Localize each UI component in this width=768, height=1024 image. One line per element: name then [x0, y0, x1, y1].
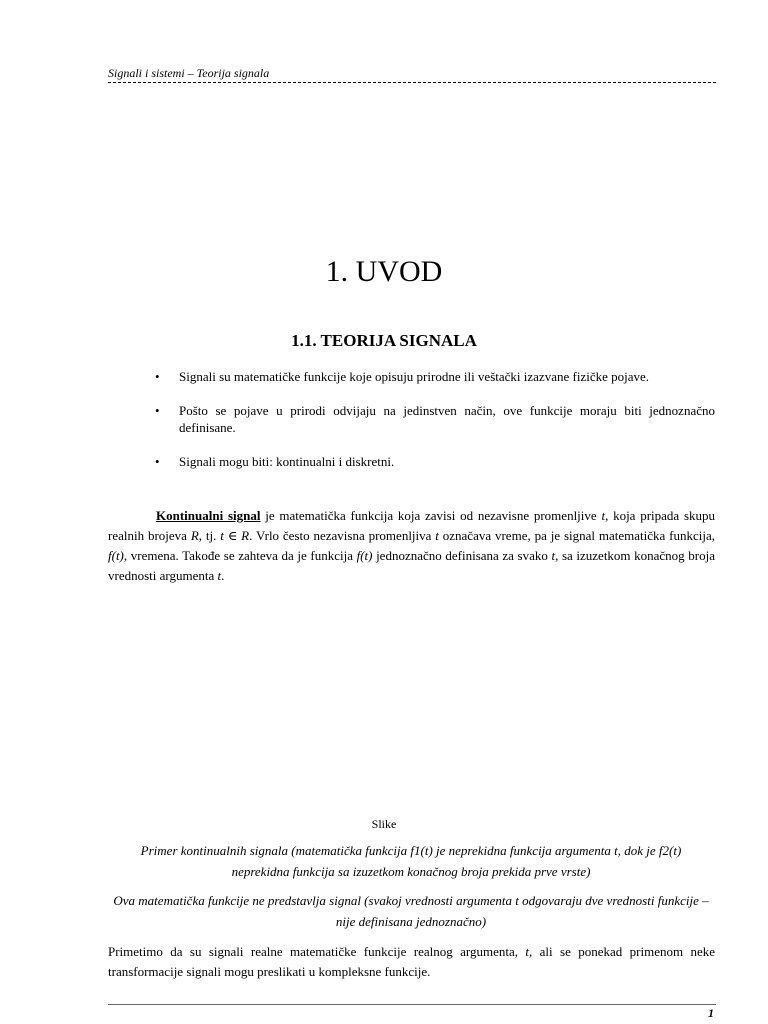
- bullet-text: Signali mogu biti: kontinualni i diskretni.: [179, 454, 395, 469]
- footer-rule: [108, 1004, 716, 1005]
- section-title: 1.1. TEORIJA SIGNALA: [291, 331, 477, 350]
- caption-text: je neprekidna funkcija argumenta: [432, 843, 615, 858]
- math-expression: f(t): [108, 548, 124, 563]
- bullet-icon: •: [155, 369, 160, 384]
- caption-text: Primer kontinualnih signala (matematička funkcija: [140, 843, 411, 858]
- math-expression: t ∈ R: [220, 528, 250, 543]
- page-number: 1: [708, 1006, 714, 1020]
- term-kontinualni-signal: Kontinualni signal: [156, 508, 261, 523]
- paragraph-text: , koja pripada skupu realnih brojeva: [108, 508, 716, 543]
- math-variable: t: [217, 568, 222, 583]
- paragraph-text: , sa izuzetkom konačnog broja vrednosti argumenta: [108, 548, 716, 583]
- math-variable: R: [190, 528, 199, 543]
- math-expression: f2(t): [658, 843, 682, 858]
- math-expression: f1(t): [410, 843, 433, 858]
- paragraph-text: jednoznačno definisana za svako: [372, 548, 552, 563]
- chapter-title: 1. UVOD: [325, 255, 443, 288]
- list-item: [155, 453, 715, 470]
- caption-text: , dok je: [617, 843, 659, 858]
- math-variable: t: [435, 528, 439, 543]
- paragraph-text: , tj.: [198, 528, 221, 543]
- paragraph-text: .: [221, 568, 225, 583]
- paragraph-text: , vremena. Takođe se zahteva da je funkcija: [123, 548, 357, 563]
- bullet-list: [155, 368, 715, 470]
- running-header: Signali i sistemi – Teorija signala: [108, 66, 716, 83]
- bullet-icon: •: [155, 454, 160, 469]
- closing-paragraph: [108, 942, 715, 982]
- list-item: [155, 402, 715, 436]
- figure-caption-1: [112, 840, 710, 882]
- math-variable: t: [601, 508, 606, 523]
- paragraph-text: Primetimo da su signali realne matematičke funkcije realnog argumenta,: [108, 944, 526, 959]
- paragraph-text: , ali se ponekad primenom neke transformacije signali mogu preslikati u kompleksne funkcije.: [108, 944, 715, 979]
- figure-caption-2: Ova matematička funkcije ne predstavlja signal (svakoj vrednosti argumenta t odgovaraju dve vrednosti funkcije – nije definisana jednoznačno): [113, 893, 709, 929]
- math-variable: t: [525, 944, 530, 959]
- bullet-text: Pošto se pojave u prirodi odvijaju na jedinstven način, ove funkcije moraju biti jednoznačno definisane.: [179, 403, 715, 435]
- figures-label: Slike: [371, 817, 397, 831]
- math-expression: f(t): [356, 548, 373, 563]
- math-variable: t: [551, 548, 556, 563]
- paragraph-text: . Vrlo često nezavisna promenljiva: [249, 528, 436, 543]
- bullet-text: Signali su matematičke funkcije koje opisuju prirodne ili veštački izazvane fizičke pojave.: [179, 369, 650, 384]
- list-item: [155, 368, 715, 385]
- math-variable: t: [614, 843, 618, 858]
- paragraph-text: označava vreme, pa je signal matematička funkcija,: [438, 528, 715, 543]
- paragraph-text: je matematička funkcija koja zavisi od nezavisne promenljive: [260, 508, 602, 523]
- definition-paragraph: [108, 506, 715, 586]
- caption-text: neprekidna funkcija sa izuzetkom konačnog broja prekida prve vrste): [231, 864, 591, 879]
- bullet-icon: •: [155, 403, 160, 418]
